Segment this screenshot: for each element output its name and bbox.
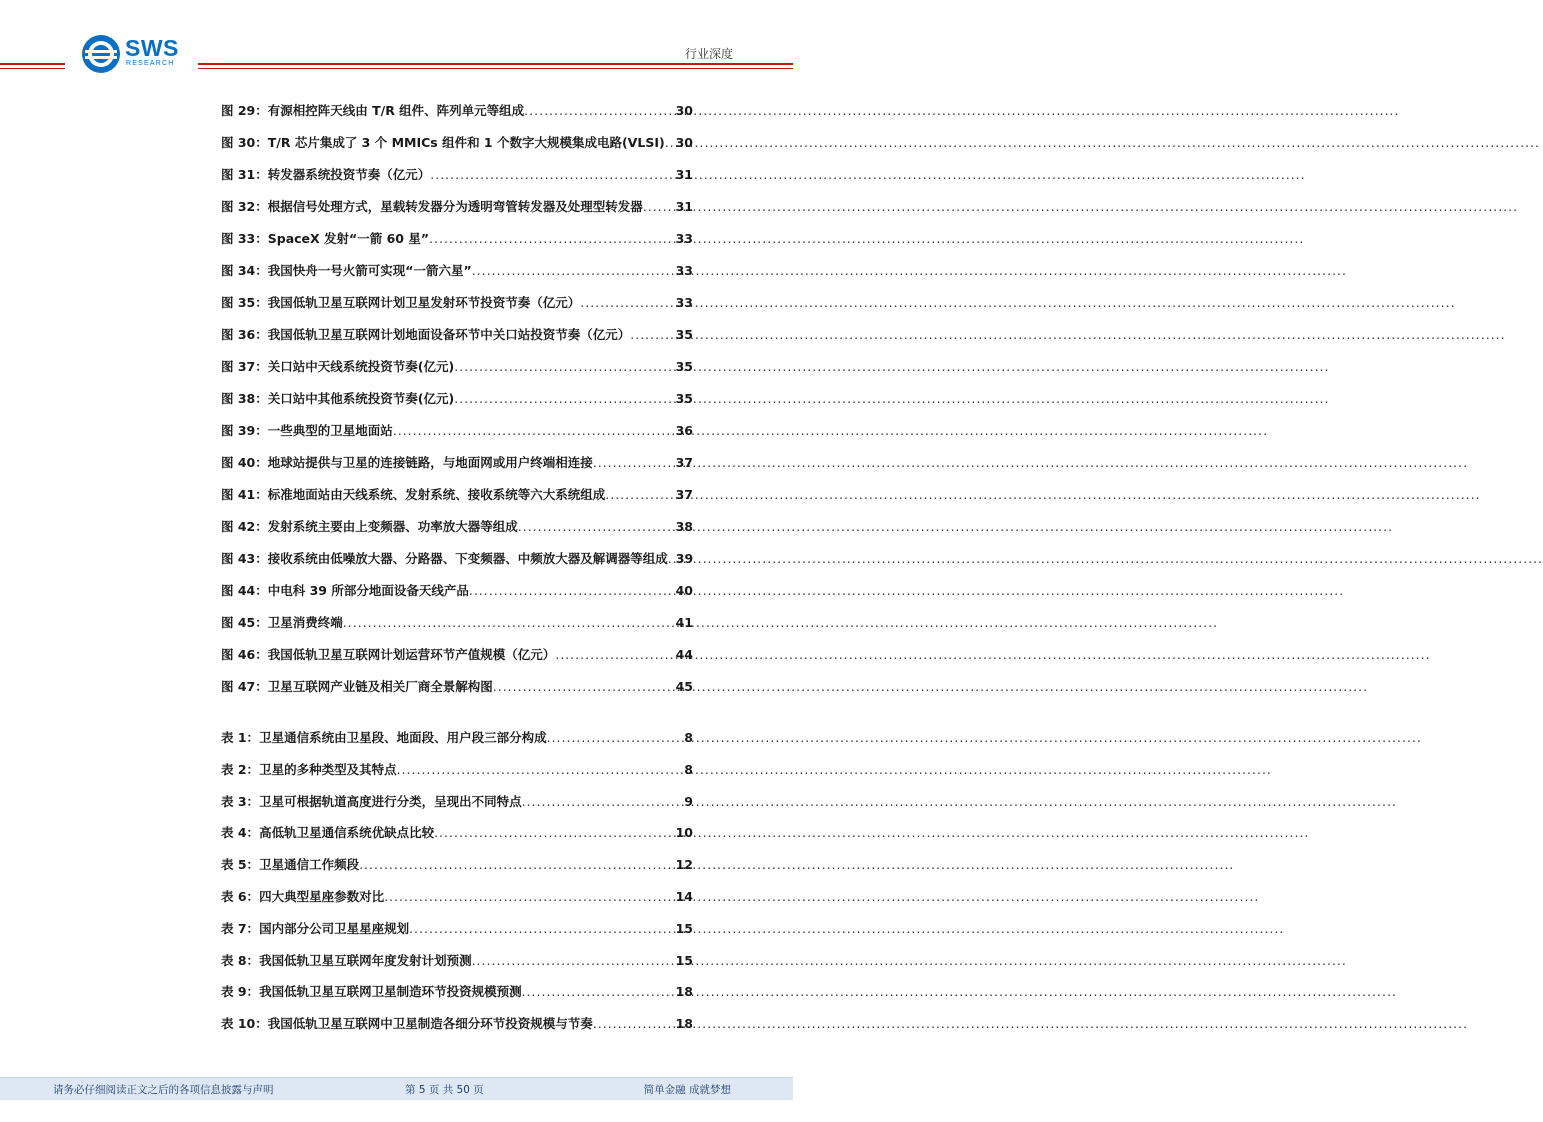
entry-page-number: 33 — [675, 231, 693, 246]
figure-entry[interactable] — [221, 645, 693, 677]
entry-label: 图 42： — [221, 519, 268, 534]
entry-page-number: 35 — [675, 359, 693, 374]
entry-page-number: 18 — [675, 1016, 693, 1032]
entry-dot-leader — [522, 792, 683, 812]
figure-entry[interactable] — [221, 389, 693, 421]
sws-logo-icon — [81, 34, 121, 74]
entry-dot-leader — [522, 982, 674, 1002]
header-rule — [198, 68, 793, 69]
entry-label: 图 36： — [221, 327, 268, 342]
entry-title: 转发器系统投资节奏（亿元） — [267, 167, 431, 182]
table-entry[interactable] — [221, 887, 693, 919]
entry-page-number: 36 — [675, 423, 693, 438]
entry-title: 国内部分公司卫星星座规划 — [259, 920, 410, 936]
figure-entry[interactable] — [221, 165, 693, 197]
entry-dot-leader — [393, 421, 674, 441]
entry-dot-leader — [580, 293, 673, 313]
entry-title: 卫星的多种类型及其特点 — [259, 761, 397, 777]
entry-title: 标准地面站由天线系统、发射系统、接收系统等六大系统组成 — [267, 487, 606, 502]
entry-page-number: 31 — [675, 199, 693, 214]
entry-page-number: 18 — [675, 984, 693, 1000]
entry-page-number: 9 — [684, 793, 693, 809]
entry-page-number: 44 — [675, 647, 693, 662]
header-rule — [0, 68, 65, 69]
figure-entry[interactable] — [221, 453, 693, 485]
figure-entry[interactable] — [221, 421, 693, 453]
entry-dot-leader — [397, 760, 683, 780]
table-list — [221, 728, 693, 1046]
entry-label: 图 44： — [221, 583, 268, 598]
figure-entry[interactable] — [221, 517, 693, 549]
entry-title: 卫星通信工作频段 — [259, 857, 360, 873]
entry-dot-leader — [454, 389, 673, 409]
entry-label: 图 38： — [221, 391, 268, 406]
entry-title: 卫星可根据轨道高度进行分类，呈现出不同特点 — [259, 793, 522, 809]
entry-title: 有源相控阵天线由 T/R 组件、阵列单元等组成 — [267, 103, 525, 118]
entry-label: 图 30： — [221, 135, 268, 150]
footer-disclaimer: 请务必仔细阅读正文之后的各项信息披露与声明 — [53, 1084, 274, 1096]
entry-label: 表 5： — [221, 857, 260, 873]
figure-entry[interactable] — [221, 581, 693, 613]
entry-title: T/R 芯片集成了 3 个 MMICs 组件和 1 个数字大规模集成电路(VLSI) — [267, 135, 665, 150]
entry-label: 表 1： — [221, 730, 260, 745]
entry-dot-leader — [630, 325, 673, 345]
entry-page-number: 30 — [675, 103, 693, 118]
entry-title: 我国低轨卫星互联网中卫星制造各细分环节投资规模与节奏 — [267, 1016, 593, 1032]
figure-list — [221, 101, 693, 709]
entry-dot-leader — [472, 261, 674, 281]
entry-dot-leader — [518, 517, 674, 537]
entry-dot-leader — [384, 887, 674, 907]
entry-dot-leader — [593, 1014, 674, 1034]
entry-title: 地球站提供与卫星的连接链路，与地面网或用户终端相连接 — [267, 455, 593, 470]
entry-label: 表 7： — [221, 920, 260, 936]
entry-label: 图 29： — [221, 103, 268, 118]
entry-title: 我国低轨卫星互联网计划卫星发射环节投资节奏（亿元） — [267, 295, 581, 310]
table-entry[interactable] — [221, 760, 693, 792]
entry-dot-leader — [593, 453, 674, 473]
entry-title: 卫星消费终端 — [267, 615, 343, 630]
entry-label: 表 6： — [221, 888, 260, 904]
header-rule — [198, 63, 793, 65]
entry-dot-leader — [359, 855, 674, 875]
footer-page-number: 第 5 页 共 50 页 — [405, 1084, 484, 1096]
entry-label: 图 37： — [221, 359, 268, 374]
entry-page-number: 41 — [675, 615, 693, 630]
entry-dot-leader — [430, 165, 673, 185]
entry-dot-leader — [454, 357, 673, 377]
entry-dot-leader — [524, 101, 673, 121]
entry-dot-leader — [643, 197, 674, 217]
logo-text: SWS — [125, 35, 179, 61]
entry-page-number: 33 — [675, 295, 693, 310]
entry-title: 我国低轨卫星互联网计划运营环节产值规模（亿元） — [267, 647, 556, 662]
entry-title: 接收系统由低噪放大器、分路器、下变频器、中频放大器及解调器等组成 — [267, 551, 668, 566]
entry-label: 表 10： — [221, 1016, 268, 1032]
entry-label: 图 32： — [221, 199, 268, 214]
figure-entry[interactable] — [221, 613, 693, 645]
entry-title: SpaceX 发射“一箭 60 星” — [267, 231, 430, 246]
entry-page-number: 15 — [675, 952, 693, 968]
entry-dot-leader — [429, 229, 674, 249]
table-entry[interactable] — [221, 1014, 693, 1046]
table-entry[interactable] — [221, 951, 693, 983]
table-entry[interactable] — [221, 982, 693, 1014]
entry-page-number: 38 — [675, 519, 693, 534]
entry-label: 图 46： — [221, 647, 268, 662]
entry-page-number: 10 — [675, 825, 693, 841]
entry-page-number: 33 — [675, 263, 693, 278]
header-rule — [0, 63, 65, 65]
entry-page-number: 30 — [675, 135, 693, 150]
entry-dot-leader — [605, 485, 673, 505]
table-entry[interactable] — [221, 823, 693, 855]
entry-title: 中电科 39 所部分地面设备天线产品 — [267, 583, 469, 598]
entry-title: 卫星通信系统由卫星段、地面段、用户段三部分构成 — [259, 730, 547, 745]
table-entry[interactable] — [221, 728, 693, 760]
entry-dot-leader — [472, 951, 674, 971]
entry-title: 卫星互联网产业链及相关厂商全景解构图 — [267, 679, 493, 694]
entry-label: 表 4： — [221, 825, 260, 841]
entry-title: 关口站中天线系统投资节奏(亿元) — [267, 359, 455, 374]
figure-entry[interactable] — [221, 101, 693, 133]
figure-entry[interactable] — [221, 261, 693, 293]
table-entry[interactable] — [221, 792, 693, 824]
entry-label: 图 45： — [221, 615, 268, 630]
entry-title: 我国低轨卫星互联网年度发射计划预测 — [259, 952, 472, 968]
entry-dot-leader — [434, 823, 674, 843]
table-entry[interactable] — [221, 855, 693, 887]
entry-title: 四大典型星座参数对比 — [259, 888, 385, 904]
entry-page-number: 35 — [675, 327, 693, 342]
entry-page-number: 39 — [675, 551, 694, 566]
entry-page-number: 37 — [675, 487, 693, 502]
entry-page-number: 8 — [684, 761, 693, 777]
figure-entry[interactable] — [221, 197, 693, 229]
entry-page-number: 8 — [684, 730, 693, 745]
section-tag: 行业深度 — [684, 47, 733, 61]
entry-title: 发射系统主要由上变频器、功率放大器等组成 — [267, 519, 518, 534]
entry-label: 图 43： — [221, 551, 268, 566]
entry-title: 关口站中其他系统投资节奏(亿元) — [267, 391, 455, 406]
entry-dot-leader — [343, 613, 674, 633]
entry-dot-leader — [547, 728, 683, 748]
footer-slogan: 简单金融 成就梦想 — [643, 1084, 731, 1096]
entry-label: 表 3： — [221, 793, 260, 809]
entry-title: 我国低轨卫星互联网卫星制造环节投资规模预测 — [259, 984, 522, 1000]
figure-entry[interactable] — [221, 229, 693, 261]
entry-label: 图 41： — [221, 487, 268, 502]
entry-label: 图 39： — [221, 423, 268, 438]
entry-label: 图 34： — [221, 263, 268, 278]
entry-page-number: 31 — [675, 167, 693, 182]
entry-dot-leader — [469, 581, 674, 601]
figure-entry[interactable] — [221, 549, 693, 581]
entry-page-number: 15 — [675, 920, 693, 936]
entry-label: 图 40： — [221, 455, 268, 470]
entry-label: 表 9： — [221, 984, 260, 1000]
entry-page-number: 35 — [675, 391, 693, 406]
entry-page-number: 40 — [675, 583, 693, 598]
entry-page-number: 12 — [675, 857, 693, 873]
entry-title: 我国快舟一号火箭可实现“一箭六星” — [267, 263, 472, 278]
entry-dot-leader — [665, 133, 674, 153]
figure-entry[interactable] — [221, 357, 693, 389]
entry-label: 图 33： — [221, 231, 268, 246]
entry-page-number: 37 — [675, 455, 693, 470]
table-entry[interactable] — [221, 919, 693, 951]
figure-entry[interactable] — [221, 133, 693, 165]
entry-label: 图 35： — [221, 295, 268, 310]
figure-entry[interactable] — [221, 293, 693, 325]
figure-entry[interactable] — [221, 325, 693, 357]
sws-logo — [81, 34, 191, 74]
logo-subtext: RESEARCH — [126, 60, 175, 67]
entry-page-number: 14 — [675, 888, 693, 904]
entry-label: 图 47： — [221, 679, 268, 694]
entry-title: 一些典型的卫星地面站 — [267, 423, 393, 438]
entry-dot-leader — [555, 645, 673, 665]
entry-label: 图 31： — [221, 167, 268, 182]
entry-dot-leader — [409, 919, 674, 939]
entry-page-number: 45 — [675, 679, 693, 694]
entry-title: 根据信号处理方式，星载转发器分为透明弯管转发器及处理型转发器 — [267, 199, 643, 214]
entry-label: 表 8： — [221, 952, 260, 968]
entry-title: 我国低轨卫星互联网计划地面设备环节中关口站投资节奏（亿元） — [267, 327, 631, 342]
figure-entry[interactable] — [221, 677, 693, 709]
entry-title: 高低轨卫星通信系统优缺点比较 — [259, 825, 435, 841]
entry-label: 表 2： — [221, 761, 260, 777]
page-footer — [0, 1077, 793, 1100]
figure-entry[interactable] — [221, 485, 693, 517]
entry-dot-leader — [493, 677, 674, 697]
